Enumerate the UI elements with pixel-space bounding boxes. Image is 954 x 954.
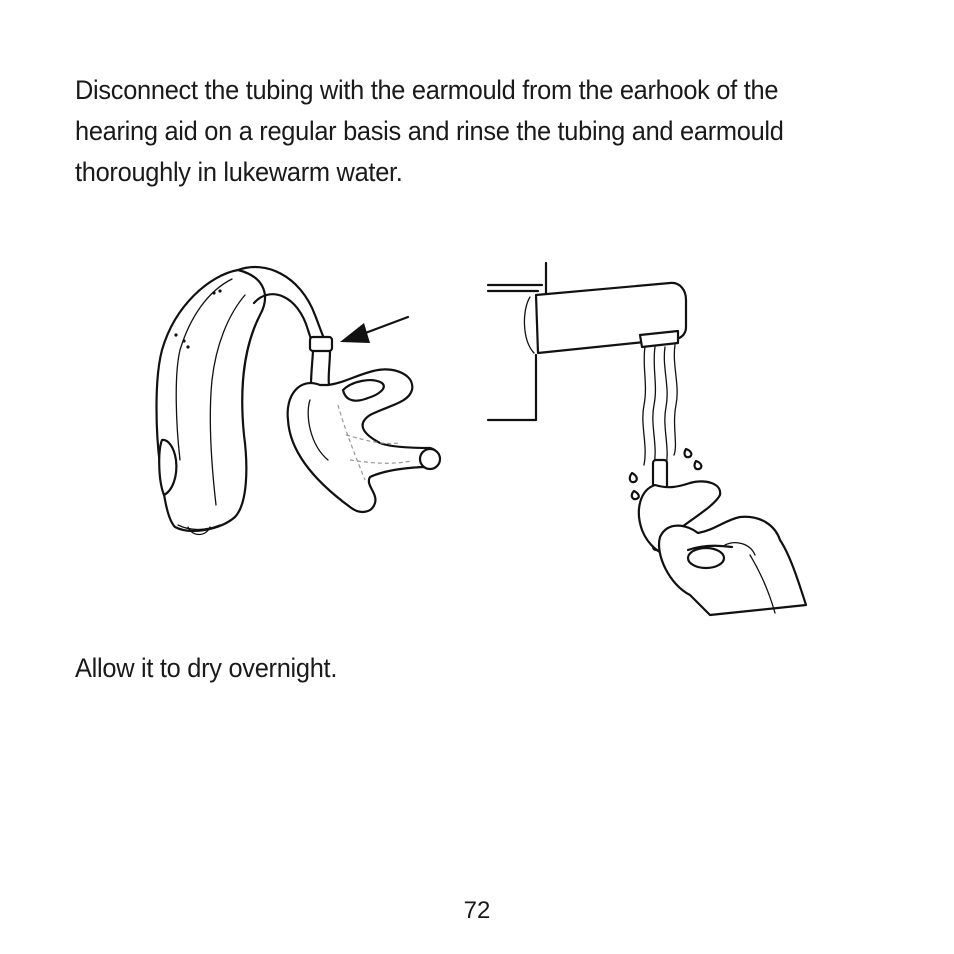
instruction-text: Disconnect the tubing with the earmould from the earhook of the hearing aid on a regular basis and rinse the tubing and earmould thoroughly in lukewarm water. [75,75,784,187]
faucet-rinsing-illustration [488,263,806,615]
page-number: 72 [463,897,491,924]
drying-instruction: Allow it to dry overnight. [75,653,338,683]
hearing-aid-illustration [157,267,441,535]
cleaning-illustrations [150,255,830,620]
